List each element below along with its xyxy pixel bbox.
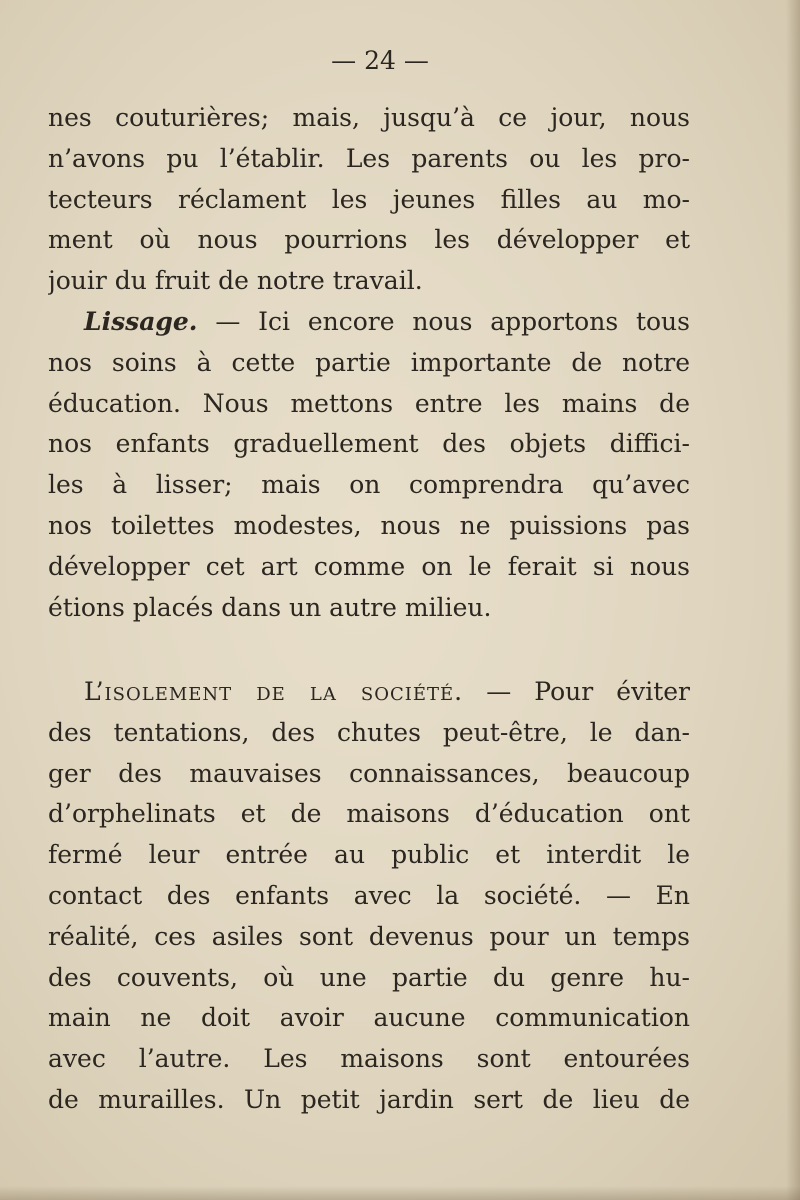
text-line: main ne doit avoir aucune communication <box>48 1003 690 1033</box>
paragraph-couture <box>48 98 690 302</box>
text-line: les à lisser; mais on comprendra qu’avec <box>48 470 690 500</box>
text-line: réalité, ces asiles sont devenus pour un temps <box>48 921 690 951</box>
paragraph-isolement <box>48 672 690 1121</box>
text-line: nos soins à cette partie importante de notre <box>48 347 690 377</box>
text-line: tecteurs réclament les jeunes filles au mo- <box>48 184 690 214</box>
page-edge-shadow-bottom <box>0 1186 800 1200</box>
text-line: nos enfants graduellement des objets diffici- <box>48 429 690 459</box>
section-heading-lissage: Lissage. <box>84 307 198 336</box>
text-line: fermé leur entrée au public et interdit le <box>48 840 690 870</box>
section-heading-isolement: L’isolement de la société. <box>84 677 464 706</box>
page-number: — 24 — <box>331 46 429 75</box>
text-line: développer cet art comme on le ferait si nous <box>48 551 690 581</box>
page-edge-shadow-right <box>786 0 800 1200</box>
text-line: des tentations, des chutes peut-être, le dan- <box>48 717 690 747</box>
text-line: étions placés dans un autre milieu. <box>48 592 492 622</box>
text-line: de murailles. Un petit jardin sert de lieu de <box>48 1084 690 1114</box>
text-line-lead <box>48 302 690 343</box>
text-line: jouir du fruit de notre travail. <box>48 266 423 296</box>
text-line: nes couturières; mais, jusqu’à ce jour, nous <box>48 103 690 132</box>
text-line-lead <box>48 672 690 713</box>
text-line: ger des mauvaises connaissances, beaucoup <box>48 758 690 788</box>
text-line: des couvents, où une partie du genre hu- <box>48 962 690 992</box>
text-line: nos toilettes modestes, nous ne puissions pas <box>48 510 690 540</box>
text-line: n’avons pu l’établir. Les parents ou les pro- <box>48 143 690 173</box>
lead-rest: — Ici encore nous apportons tous <box>197 307 690 336</box>
text-line: ment où nous pourrions les développer et <box>48 225 690 255</box>
text-line: avec l’autre. Les maisons sont entourées <box>48 1044 690 1074</box>
text-line: éducation. Nous mettons entre les mains de <box>48 388 690 418</box>
paragraph-lissage <box>48 302 690 628</box>
text-line: contact des enfants avec la société. — En <box>48 880 690 910</box>
lead-rest: — Pour éviter <box>463 677 690 706</box>
text-line: d’orphelinats et de maisons d’éducation ont <box>48 799 690 829</box>
